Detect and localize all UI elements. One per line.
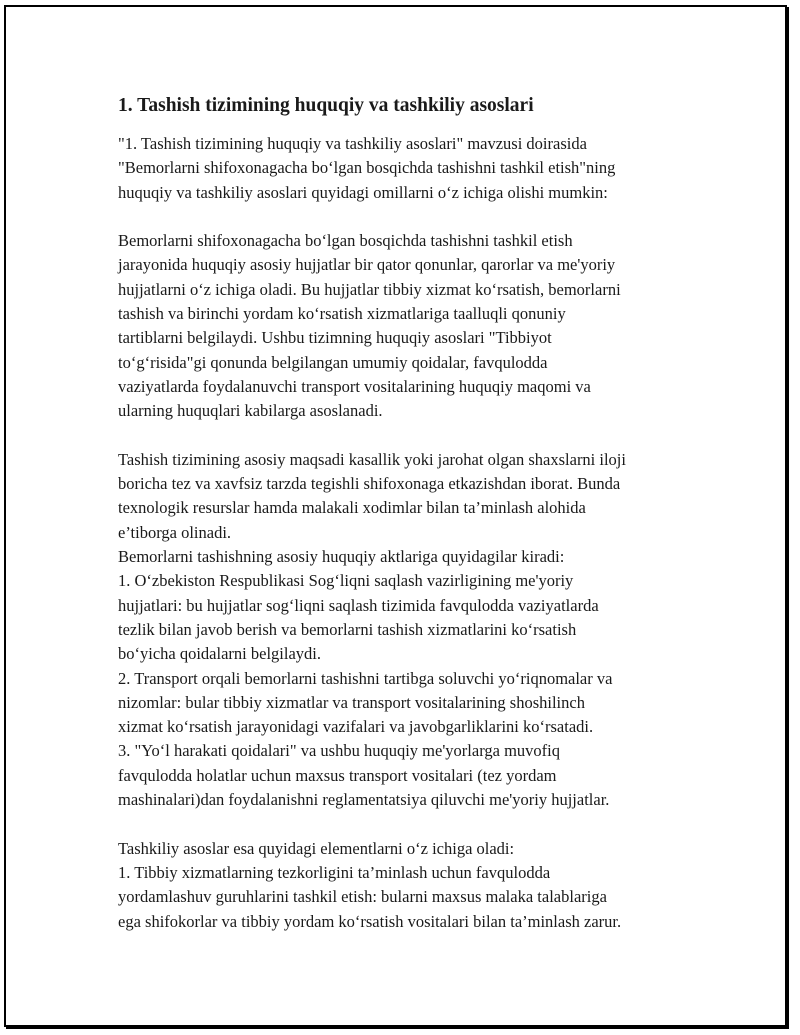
text-line: texnologik resurslar hamda malakali xodimlar bilan ta’minlash alohida — [118, 498, 586, 518]
text-line: tezlik bilan javob berish va bemorlarni tashish xizmatlarini ko‘rsatish — [118, 619, 577, 639]
text-line: hujjatlarni o‘z ichiga oladi. Bu hujjatlar tibbiy xizmat ko‘rsatish, bemorlarni — [118, 279, 621, 299]
text-line: ularning huquqlari kabilarga asoslanadi. — [118, 401, 383, 421]
text-line: Tashish tizimining asosiy maqsadi kasallik yoki jarohat olgan shaxslarni iloji — [118, 449, 626, 469]
text-line: e’tiborga olinadi. — [118, 522, 232, 542]
text-line: 3. "Yo‘l harakati qoidalari" va ushbu huquqiy me'yorlarga muvofiq — [118, 741, 561, 761]
text-line: jarayonida huquqiy asosiy hujjatlar bir qator qonunlar, qarorlar va me'yoriy — [118, 255, 616, 275]
document-body — [118, 93, 688, 934]
text-line: huquqiy va tashkiliy asoslari quyidagi omillarni o‘z ichiga olishi mumkin: — [118, 182, 608, 202]
text-line: ega shifokorlar va tibbiy yordam ko‘rsatish vositalari bilan ta’minlash zarur. — [118, 911, 622, 931]
paragraph-gap — [118, 424, 688, 448]
page-title: 1. Tashish tizimining huquqiy va tashkiliy asoslari — [118, 95, 534, 116]
paragraph-gap — [118, 205, 688, 229]
text-line: "1. Tashish tizimining huquqiy va tashkiliy asoslari" mavzusi doirasida — [118, 134, 587, 153]
text-line: 2. Transport orqali bemorlarni tashishni tartibga soluvchi yo‘riqnomalar va — [118, 668, 613, 688]
text-line: Bemorlarni shifoxonagacha bo‘lgan bosqichda tashishni tashkil etish — [118, 231, 573, 251]
text-line: xizmat ko‘rsatish jarayonidagi vazifalari va javobgarliklarini ko‘rsatadi. — [118, 717, 594, 737]
text-line: tashish va birinchi yordam ko‘rsatish xizmatlariga taalluqli qonuniy — [118, 304, 566, 324]
text-line: vaziyatlarda foydalanuvchi transport vositalarining huquqiy maqomi va — [118, 376, 591, 396]
text-line: Tashkiliy asoslar esa quyidagi elementlarni o‘z ichiga oladi: — [118, 838, 515, 858]
text-line: nizomlar: bular tibbiy xizmatlar va transport vositalarining shoshilinch — [118, 692, 585, 712]
text-line: mashinalari)dan foydalanishni reglamentatsiya qiluvchi me'yoriy hujjatlar. — [118, 790, 610, 810]
text-line: 1. Tibbiy xizmatlarning tezkorligini ta’minlash uchun favqulodda — [118, 862, 551, 882]
text-line: yordamlashuv guruhlarini tashkil etish: bularni maxsus malaka talablariga — [118, 887, 607, 907]
text-line: favqulodda holatlar uchun maxsus transport vositalari (tez yordam — [118, 765, 557, 785]
text-line: hujjatlari: bu hujjatlar sog‘liqni saqlash tizimida favqulodda vaziyatlarda — [118, 595, 599, 615]
paragraph — [118, 132, 688, 205]
paragraph — [118, 229, 688, 423]
text-line: "Bemorlarni shifoxonagacha bo‘lgan bosqichda tashishni tashkil etish"ning — [118, 158, 616, 178]
text-line: bo‘yicha qoidalarni belgilaydi. — [118, 644, 321, 664]
text-line: to‘g‘risida"gi qonunda belgilangan umumiy qoidalar, favqulodda — [118, 352, 548, 372]
text-line: tartiblarni belgilaydi. Ushbu tizimning huquqiy asoslari "Tibbiyot — [118, 328, 552, 348]
document-paragraphs — [118, 132, 688, 934]
text-line: boricha tez va xavfsiz tarzda tegishli shifoxonaga etkazishdan iborat. Bunda — [118, 474, 621, 494]
paragraph-gap — [118, 812, 688, 836]
paragraph — [118, 837, 688, 934]
text-line: 1. O‘zbekiston Respublikasi Sog‘liqni saqlash vazirligining me'yoriy — [118, 571, 574, 591]
text-line: Bemorlarni tashishning asosiy huquqiy aktlariga quyidagilar kiradi: — [118, 547, 565, 567]
paragraph — [118, 448, 688, 812]
